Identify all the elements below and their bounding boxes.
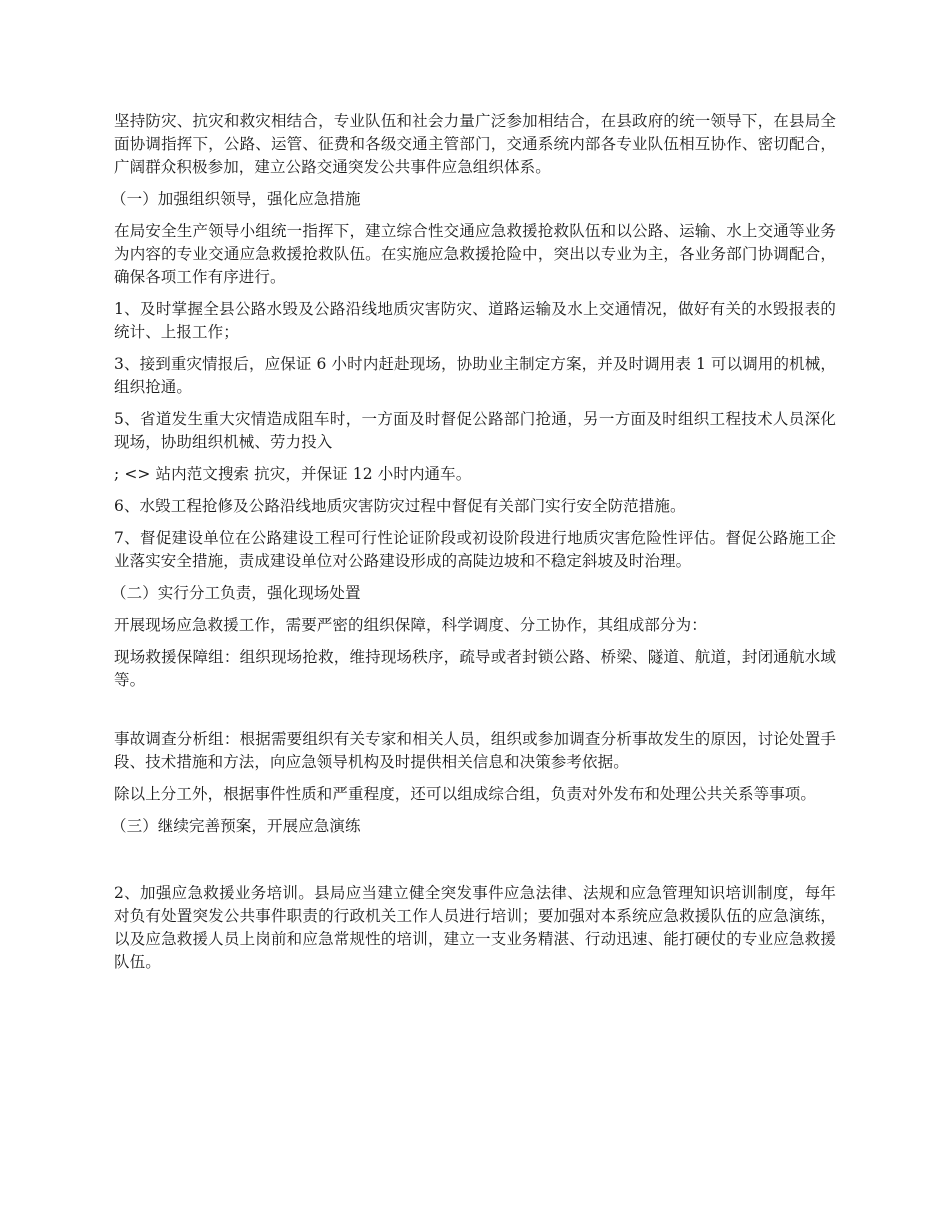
section-heading-2: （二）实行分工负责，强化现场处置 — [111, 584, 361, 602]
paragraph-item-3: 3、接到重灾情报后，应保证 6 小时内赶赴现场，协助业主制定方案，并及时调用表 1 可以调用的机械，组织抢通。 — [114, 355, 836, 396]
paragraph-organization: 开展现场应急救援工作，需要严密的组织保障，科学调度、分工协作，其组成部分为： — [114, 616, 707, 634]
paragraph-training: 2、加强应急救援业务培训。县局应当建立健全突发事件应急法律、法规和应急管理知识培训制度，每年对负有处置突发公共事件职责的行政机关工作人员进行培训；要加强对本系统应急救援队伍的应急演练，以及应急救援人员上岗前和应急常规性的培训，建立一支业务精湛、行动迅速、能打硬仗的专业应急救援队伍。 — [114, 884, 836, 971]
paragraph-item-7: 7、督促建设单位在公路建设工程可行性论证阶段或初设阶段进行地质灾害危险性评估。督促公路施工企业落实安全措施，责成建设单位对公路建设形成的高陡边坡和不稳定斜坡及时治理。 — [114, 529, 836, 570]
paragraph-rescue-group: 现场救援保障组：组织现场抢救，维持现场秩序，疏导或者封锁公路、桥梁、隧道、航道，封闭通航水域等。 — [114, 648, 836, 689]
paragraph-item-1: 1、及时掌握全县公路水毁及公路沿线地质灾害防灾、道路运输及水上交通情况，做好有关的水毁报表的统计、上报工作； — [114, 300, 836, 341]
section-heading-1: （一）加强组织领导，强化应急措施 — [111, 190, 361, 208]
paragraph-search-fragment: ; <> 站内范文搜索 抗灾，并保证 12 小时内通车。 — [114, 465, 472, 483]
paragraph-intro: 坚持防灾、抗灾和救灾相结合，专业队伍和社会力量广泛参加相结合，在县政府的统一领导下，在县局全面协调指挥下，公路、运管、征费和各级交通主管部门，交通系统内部各专业队伍相互协作、密切配合，广阔群众积极参加，建立公路交通突发公共事件应急组织体系。 — [114, 112, 836, 176]
paragraph-general-group: 除以上分工外，根据事件性质和严重程度，还可以组成综合组，负责对外发布和处理公共关系等事项。 — [114, 785, 817, 803]
paragraph-command: 在局安全生产领导小组统一指挥下，建立综合性交通应急救援抢救队伍和以公路、运输、水上交通等业务为内容的专业交通应急救援抢救队伍。在实施应急救援抢险中，突出以专业为主，各业务部门协调配合，确保各项工作有序进行。 — [114, 222, 836, 286]
document-body — [111, 110, 836, 983]
section-heading-3: （三）继续完善预案，开展应急演练 — [111, 817, 361, 835]
paragraph-item-6: 6、水毁工程抢修及公路沿线地质灾害防灾过程中督促有关部门实行安全防范措施。 — [114, 497, 686, 515]
paragraph-item-5: 5、省道发生重大灾情造成阻车时，一方面及时督促公路部门抢通，另一方面及时组织工程技术人员深化现场，协助组织机械、劳力投入 — [114, 410, 836, 451]
paragraph-investigation-group: 事故调查分析组：根据需要组织有关专家和相关人员，组织或参加调查分析事故发生的原因，讨论处置手段、技术措施和方法，向应急领导机构及时提供相关信息和决策参考依据。 — [114, 730, 836, 771]
